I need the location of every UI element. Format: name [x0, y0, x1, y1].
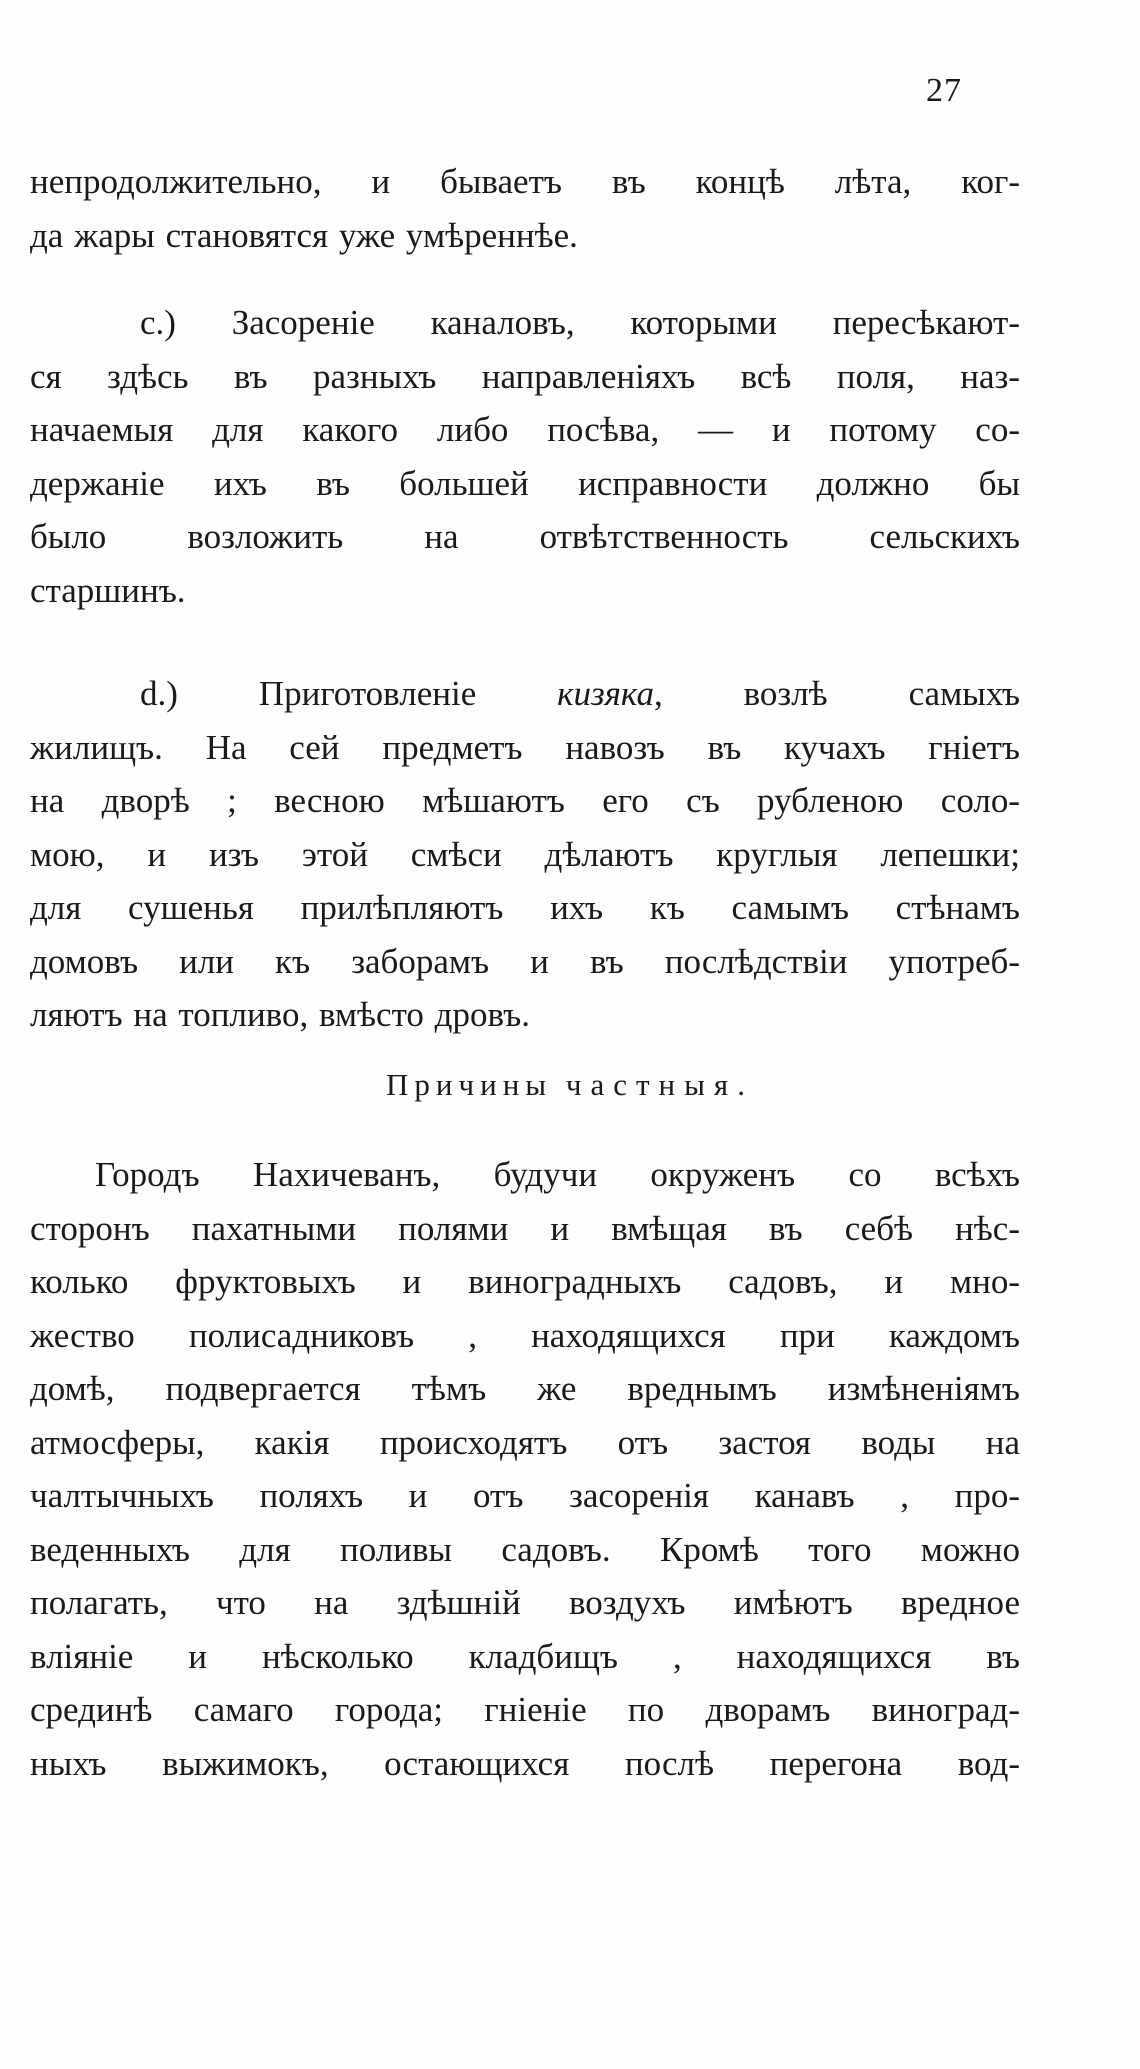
text-line: Городъ Нахичеванъ, будучи окруженъ со всѣхъ: [95, 1155, 1020, 1194]
text-line: старшинъ.: [30, 570, 186, 610]
paragraph-d: [30, 667, 1020, 1042]
text-line: непродолжительно, и бываетъ въ концѣ лѣта, ког-: [30, 162, 1020, 201]
text-line: мою, и изъ этой смѣси дѣлаютъ круглыя лепешки;: [30, 834, 1020, 874]
text-line: ныхъ выжимокъ, остающихся послѣ перегона вод-: [30, 1743, 1020, 1783]
text-line: ляютъ на топливо, вмѣсто дровъ.: [30, 995, 530, 1034]
text-line: да жары становятся уже умѣреннѣе.: [30, 215, 578, 255]
italic-term: кизяка: [557, 674, 654, 713]
paragraph-nakhichevan: [30, 1148, 1020, 1790]
heading-word: Причины: [386, 1067, 553, 1102]
text-line: полагать, что на здѣшній воздухъ имѣютъ вредное: [30, 1583, 1020, 1622]
text-line: начаемыя для какого либо посѣва, — и потому со-: [30, 410, 1020, 449]
text-segment: , возлѣ самыхъ: [653, 674, 1020, 713]
text-line: держаніе ихъ въ большей исправности должно бы: [30, 463, 1020, 503]
text-line: было возложить на отвѣтственность сельскихъ: [30, 517, 1020, 556]
text-line: домовъ или къ заборамъ и въ послѣдствіи употреб-: [30, 941, 1020, 981]
text-line: чалтычныхъ поляхъ и отъ засоренія канавъ , про-: [30, 1476, 1020, 1515]
paragraph-c: [30, 296, 1020, 617]
text-line: ся здѣсь въ разныхъ направленіяхъ всѣ поля, наз-: [30, 356, 1020, 396]
text-line: жество полисадниковъ , находящихся при каждомъ: [30, 1315, 1020, 1355]
text-line: срединѣ самаго города; гніеніе по дворамъ виноград-: [30, 1690, 1020, 1729]
text-line: [30, 667, 1020, 721]
text-line: для сушенья прилѣпляютъ ихъ къ самымъ стѣнамъ: [30, 888, 1020, 927]
text-line: c.) Засореніе каналовъ, которыми пересѣкают-: [140, 303, 1020, 342]
text-line: на дворѣ ; весною мѣшаютъ его съ рубленою соло-: [30, 781, 1020, 820]
text-line: сторонъ пахатными полями и вмѣщая въ себѣ нѣс-: [30, 1208, 1020, 1248]
text-line: жилищъ. На сей предметъ навозъ въ кучахъ гніетъ: [30, 727, 1020, 767]
text-line: вліяніе и нѣсколько кладбищъ , находящихся въ: [30, 1636, 1020, 1676]
section-heading: [0, 1067, 1140, 1103]
text-line: веденныхъ для поливы садовъ. Кромѣ того можно: [30, 1529, 1020, 1569]
page-number: 27: [926, 72, 962, 109]
paragraph-1: [30, 155, 1020, 262]
text-line: атмосферы, какія происходятъ отъ застоя воды на: [30, 1422, 1020, 1462]
text-line: домѣ, подвергается тѣмъ же вреднымъ измѣненіямъ: [30, 1369, 1020, 1408]
heading-word: частныя.: [565, 1067, 754, 1102]
text-segment: d.) Приготовленіе: [140, 674, 558, 713]
text-line: колько фруктовыхъ и виноградныхъ садовъ, и мно-: [30, 1262, 1020, 1301]
